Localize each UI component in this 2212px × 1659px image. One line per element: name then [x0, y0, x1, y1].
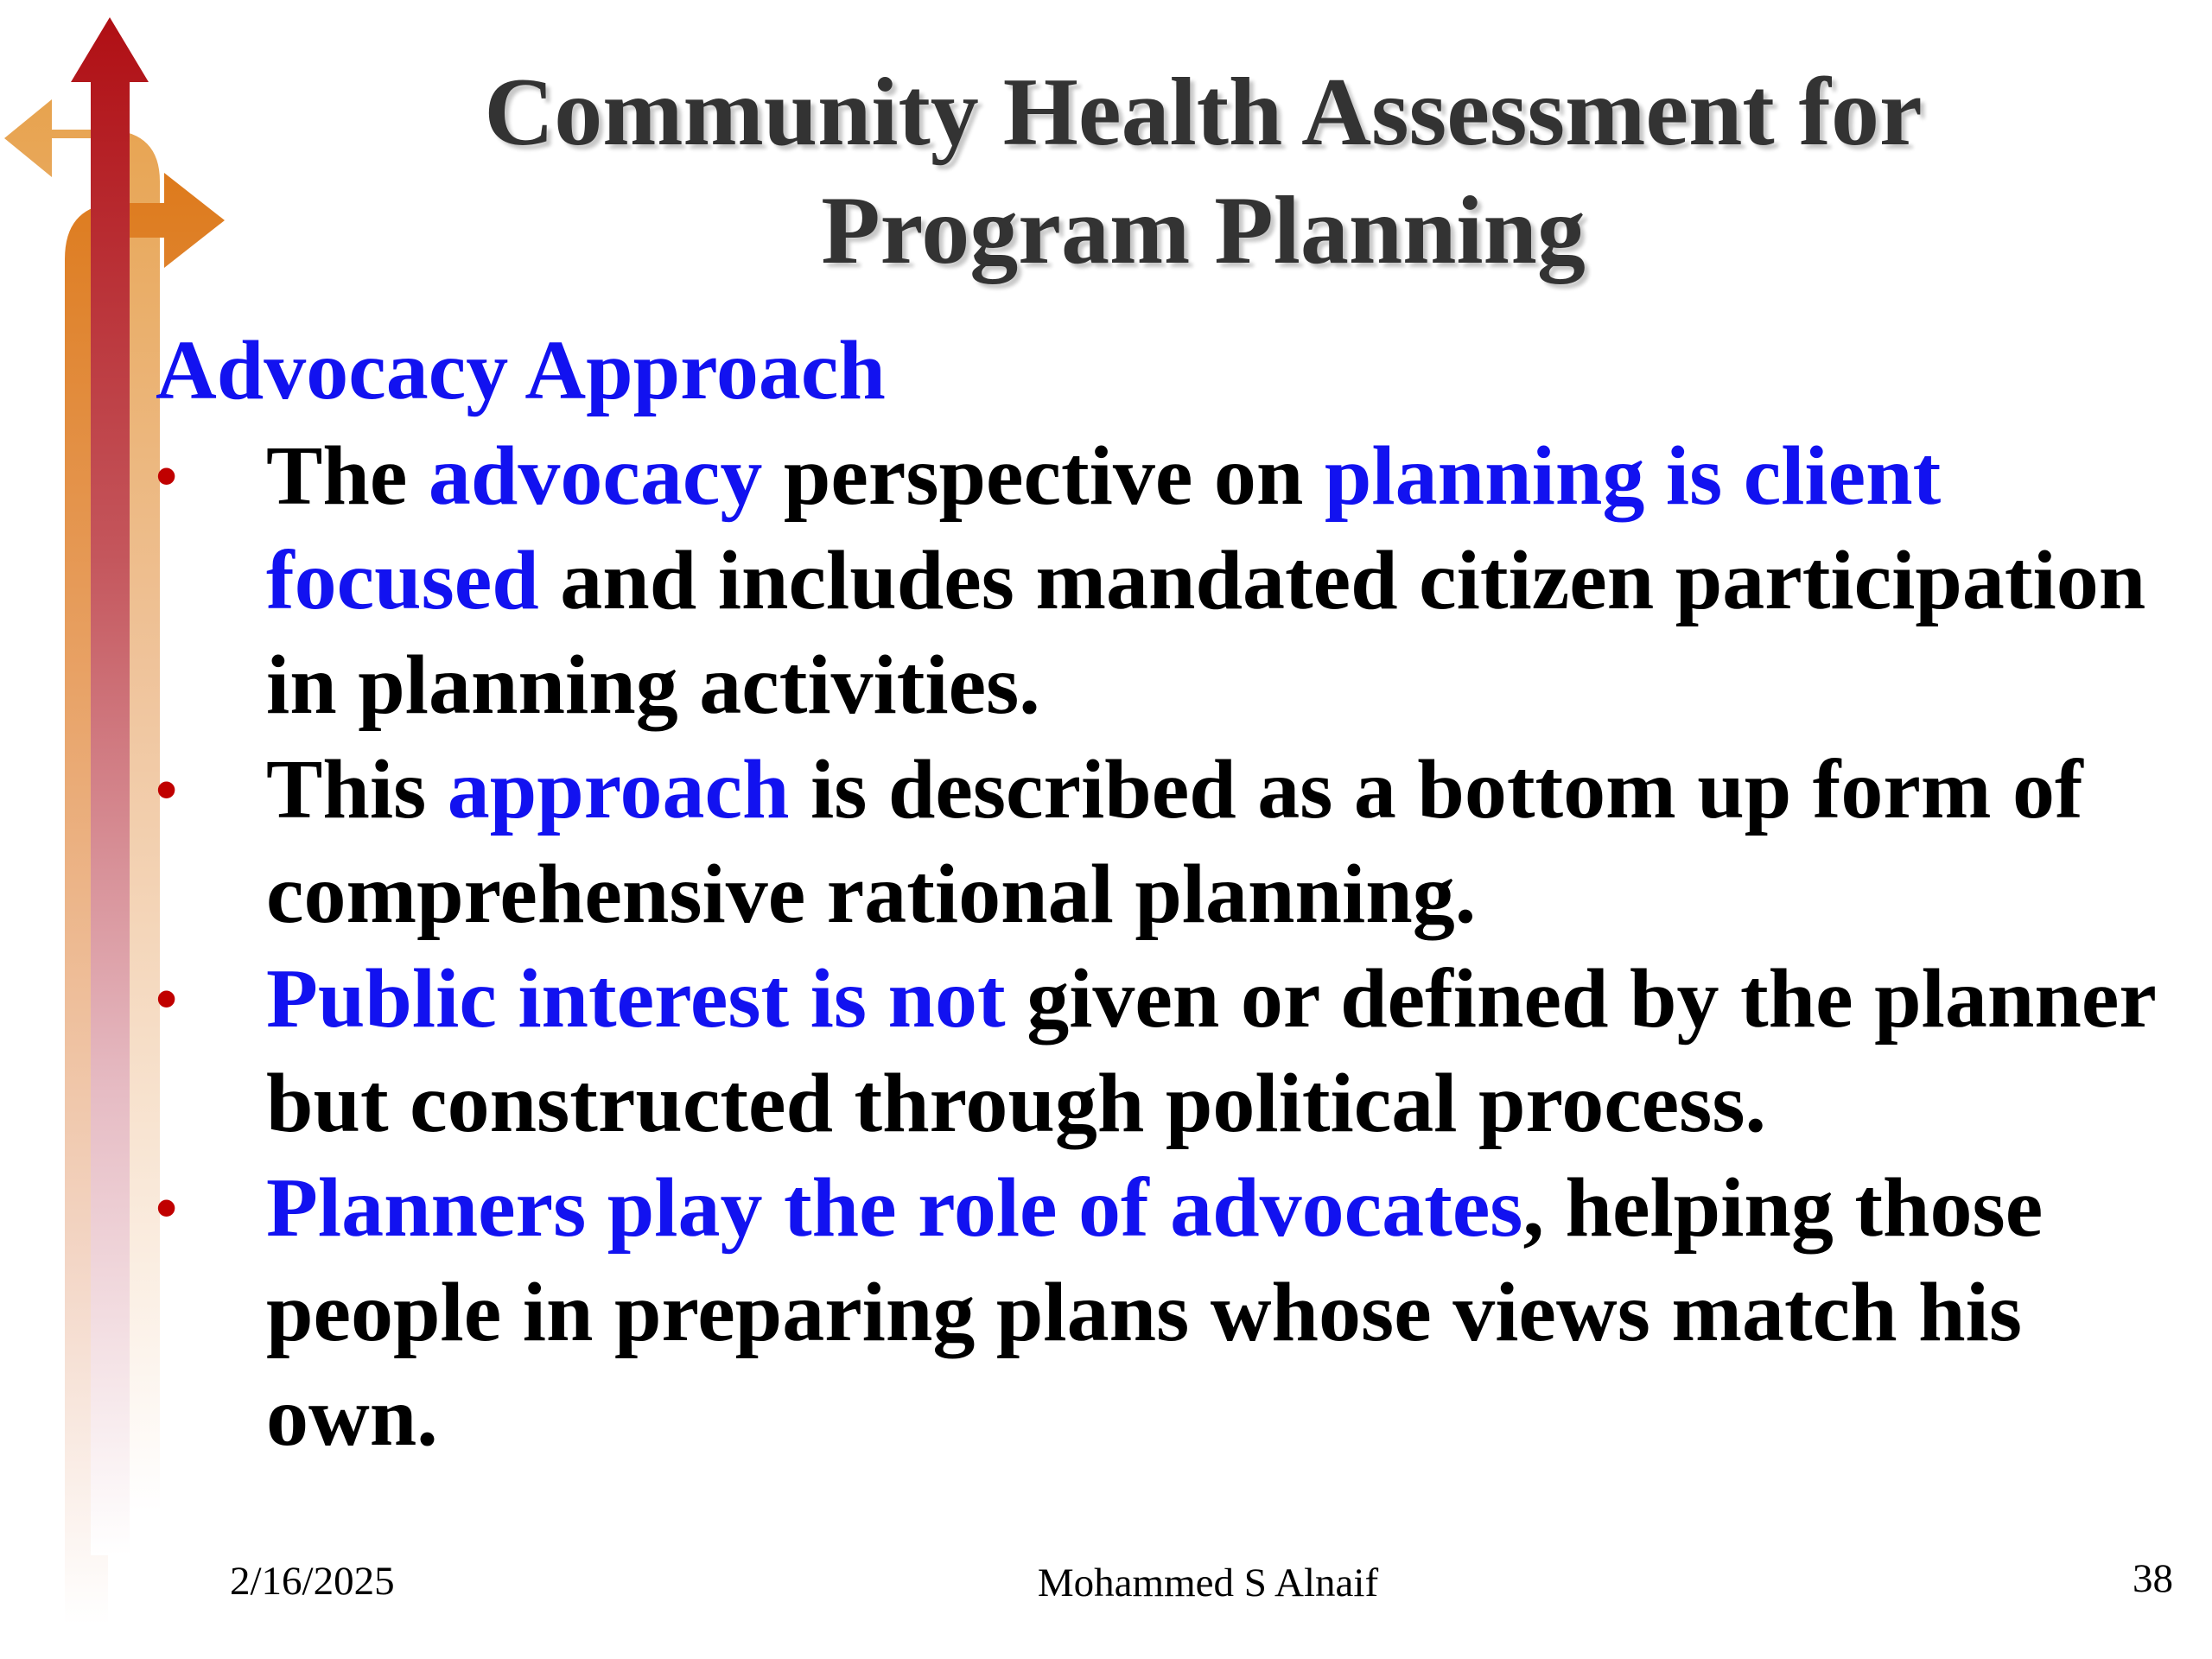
bullet-text: perspective on [762, 429, 1325, 523]
section-heading: Advocacy Approach [156, 324, 886, 417]
highlighted-text: planning is client focused [266, 429, 1942, 627]
bullet-point-icon: • [156, 442, 178, 511]
slide-title-line-1: Community Health Assessment for [484, 59, 1923, 166]
slide-title [346, 54, 2061, 290]
bullet-text: given or defined by the planner but constructed through political process. [266, 952, 2156, 1150]
slide-title-line-2: Program Planning [821, 177, 1586, 284]
bullet-item [156, 1156, 2169, 1470]
bullet-point-icon: • [156, 1173, 178, 1243]
bullet-text: is described as a bottom up form of comprehensive rational planning. [266, 743, 2083, 941]
bullet-text: This [266, 743, 448, 836]
bullet-point-icon: • [156, 755, 178, 824]
bullet-item [156, 424, 2169, 738]
bullet-text: , helping those people in preparing plans whose views match his own. [266, 1161, 2044, 1464]
highlighted-text: approach [447, 743, 790, 836]
footer-date: 2/16/2025 [230, 1559, 395, 1604]
highlighted-text: Public interest is not [266, 952, 1006, 1046]
bullet-text: The [266, 429, 429, 523]
footer-author: Mohammed S Alnaif [1037, 1560, 1379, 1605]
bullet-text: and includes mandated citizen participation in planning activities. [266, 534, 2146, 732]
bullet-item [156, 738, 2169, 947]
footer-page-number: 38 [2133, 1556, 2173, 1601]
bullet-item [156, 947, 2169, 1156]
highlighted-text: Planners play the role of advocates [266, 1161, 1523, 1255]
slide-content [156, 318, 2169, 1470]
bullet-list [156, 424, 2169, 1470]
highlighted-text: advocacy [428, 429, 763, 523]
bullet-point-icon: • [156, 964, 178, 1033]
